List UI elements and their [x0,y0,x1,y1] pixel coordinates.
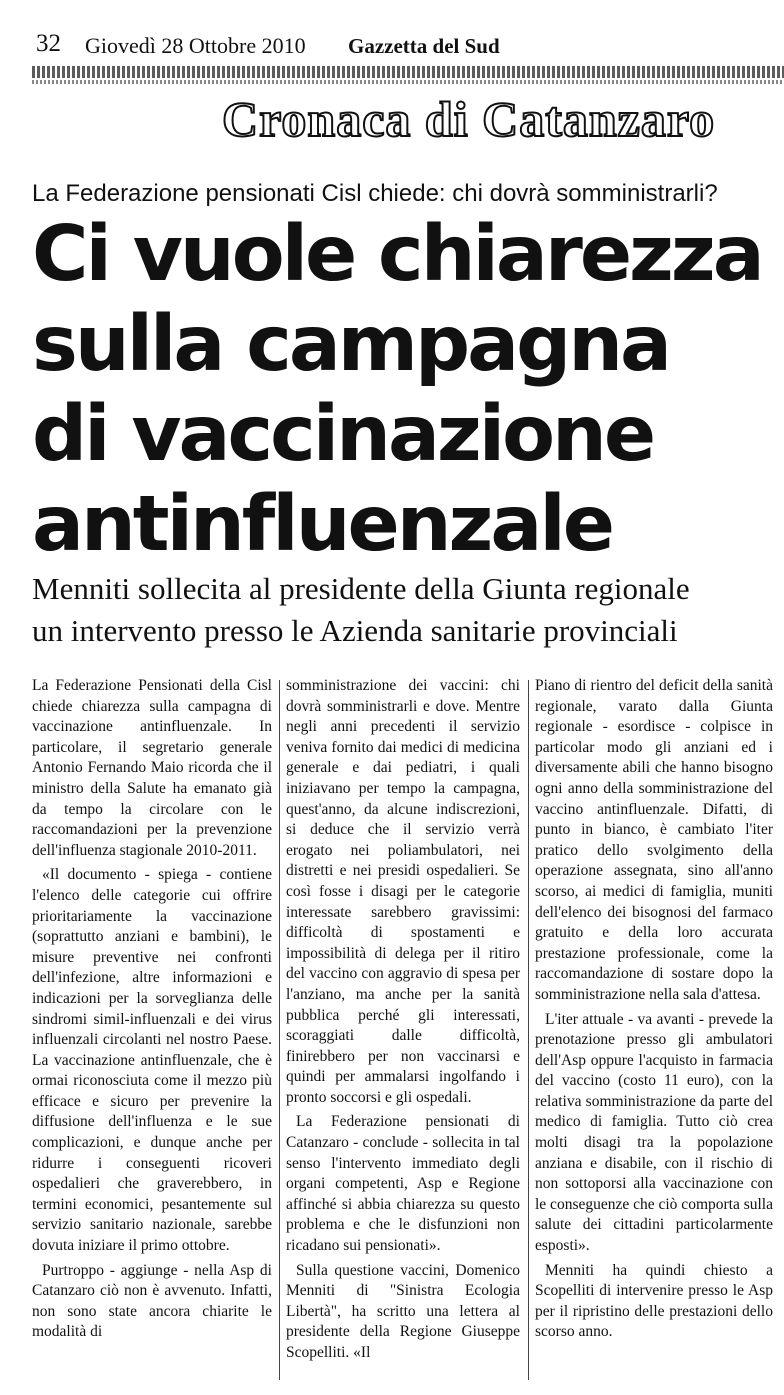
article-column-1 [32,676,272,1347]
paragraph: somministrazione dei vaccini: chi dovrà somministrarli e dove. Mentre negli anni precedenti il servizio veniva fornito dai medici di medicina generale e dai pediatri, i quali iniziavano per tempo la campagna, quest'anno, da alcune indiscrezioni, si deduce che il servizio verrà erogato nei poliambulatori, nei distretti e nei presidi ospedalieri. Se così fosse i disagi per le categorie interessate sarebbero gravissimi: difficoltà di spostamenti e impossibilità di delega per il ritiro del vaccino con aggravio di spesa per l'anziano, ma anche per la sanità pubblica perché gli interessati, scoraggiati dalle difficoltà, finirebbero per non vaccinarsi e quindi per ammalarsi ingolfando i pronto soccorsi e gli ospedali. [286,677,520,1106]
headline-line: Ci vuole chiarezza [32,210,762,299]
newspaper-name: Gazzetta del Sud [348,34,500,58]
overline: La Federazione pensionati Cisl chiede: chi dovrà somministrarli? [32,180,718,207]
column-divider [528,680,529,1380]
article-column-3 [535,676,773,1347]
masthead-rule [32,66,784,78]
masthead [30,28,770,68]
subheadline [32,568,784,652]
article-column-2 [286,676,520,1368]
paragraph: La Federazione Pensionati della Cisl chiede chiarezza sulla campagna di vaccinazione antinfluenzale. In particolare, il segretario generale Antonio Fernando Maio ricorda che il ministro della Salute ha emanato già da tempo la circolare con le raccomandazioni per la prevenzione dell'influenza stagionale 2010-2011. [32,677,272,859]
paragraph: «Il documento - spiega - contiene l'elenco delle categorie cui offrire prioritariamente la vaccinazione (soprattutto anziani e bambini), le misure preventive nei confronti dell'infezione, altre informazioni e indicazioni per la sorveglianza delle sindromi simil-influenzali e dei virus influenzali circolanti nel nostro Paese. La vaccinazione antinfluenzale, che è ormai riconosciuta come il mezzo più efficace e sicuro per prevenire la diffusione dell'influenza e le sue complicazioni, e dunque anche per ridurre i conseguenti ricoveri ospedalieri che graverebbero, in termini economici, pesantemente sul servizio sanitario nazionale, sarebbe dovuta iniziare il primo ottobre. [32,866,272,1255]
headline-line: di vaccinazione [32,390,654,479]
section-title: Cronaca di Catanzaro [222,91,716,147]
paragraph: Purtroppo - aggiunge - nella Asp di Catanzaro ciò non è avvenuto. Infatti, non sono state ancora chiarite le modalità di [32,1261,272,1341]
column-divider [279,680,280,1380]
paragraph: L'iter attuale - va avanti - prevede la prenotazione presso gli ambulatori dell'Asp oppure l'acquisto in farmacia del vaccino (costo 11 euro), con la relativa somministrazione da parte del medico di famiglia. Tutto ciò crea molti disagi tra la popolazione anziana e disabile, con il rischio di non sottoporsi alla vaccinazione con le conseguenze che ciò comporta sulla salute dei cittadini particolarmente esposti». [535,1010,773,1255]
issue-date: Giovedì 28 Ottobre 2010 [85,33,306,58]
headline [32,210,784,570]
paragraph: Menniti ha quindi chiesto a Scopelliti di intervenire presso le Asp per il ripristino delle prestazioni dello scorso anno. [535,1261,773,1341]
masthead-rule-secondary [32,80,784,84]
subheadline-line: Menniti sollecita al presidente della Giunta regionale [32,571,690,606]
headline-line: sulla campagna [32,300,670,389]
subheadline-line: un intervento presso le Azienda sanitarie provinciali [32,613,678,648]
paragraph: Piano di rientro del deficit della sanità regionale, varato dalla Giunta regionale - esordisce - colpisce in particolar modo gli anziani ed i diversamente abili che hanno bisogno ogni anno della somministrazione del vaccino antinfluenzale. Difatti, di punto in bianco, è cambiato l'iter pratico dello svolgimento della operazione assegnata, sino all'anno scorso, ai medici di famiglia, muniti dell'elenco dei bisognosi del farmaco gratuito e della loro accurata prestazione professionale, come la raccomandazione di sostare dopo la somministrazione nella sala d'attesa. [535,677,773,1003]
paragraph: La Federazione pensionati di Catanzaro - conclude - sollecita in tal senso l'intervento immediato degli organi competenti, Asp e Regione affinché si abbia chiarezza su questo problema e che le disfunzioni non ricadano sui pensionati». [286,1113,520,1255]
page-number: 32 [36,30,61,57]
paragraph: Sulla questione vaccini, Domenico Menniti di "Sinistra Ecologia Libertà", ha scritto una lettera al presidente della Regione Giuseppe Scopelliti. «Il [286,1261,520,1361]
headline-line: antinfluenzale [32,480,612,569]
